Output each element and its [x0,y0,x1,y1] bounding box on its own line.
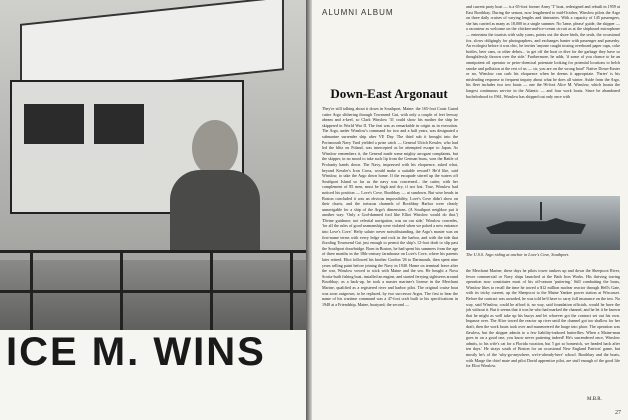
boat-photo [0,0,306,420]
text-page [312,0,628,420]
photo-caption: The U.S.S. Argo riding at anchor in Love's Cove, Southport. [466,252,570,257]
skipper-figure [170,120,260,240]
ship-photo [466,196,620,250]
ship-mast [540,202,542,220]
deck-rail [0,250,306,253]
deck-shadow [0,260,306,330]
page-number: 27 [615,410,621,416]
text-column-2-bottom: the Merchant Marine; these days he pilots tower tankers up and down the Sheepscot River, fewer commercial or Navy ships launched at the Bath Iron Works. His thriving towing operation now constitutes most of his off-season 'puttering.' Still combatting the brass, Winslow likes to recall the time he towed a $12 million nuclear reactor through Hell's Gate, with its tricky current, up the Sheepscot to the Maine Yankee power station at Wiscasset. Before the contract was awarded, he was told he'd have to carry full insurance on the tow. No way, said Winslow, could he afford it; no way, said foundation officials, would he have the job without it. But it seems that it was he who had marked the channel, and he let it be known that he might as well take up his buoys and let whoever got the contract set out his own. Impasse over. The Alice towed the reactor up river until the channel got too shallow for her draft, then the work boats took over and maneuvered the barge into place. The operation was flawless, but the skipper admits to a few liability-induced butterflies. When a Maine-man goes in on a good one, you know never puttering indeed! He's surrendered once, Winslow admits, to his wife's cat for a Florida vacation, but 'I got so homesick, we headed back after ten days.' He strays south of Boston for an occasional New England Patriots' game, but mostly he's of the 'why-go-anywhere, we're-already-here' school. Boothbay and the boats, with Marge the chief mate and pilot David apprentice pilot, are stuff enough of the good life for Eliot Winslow. [466,268,620,369]
text-column-1: They're still talking about it down in Southport, Maine: the 165-foot Coast Guard cutter Argo slithering through Townsend Gut, with only a couple of feet leeway abeam and a-keel, so Clark Winslow '31 could show his mother the ship he skippered in World War II. The feat was as remarkable in origin as in execution. The Argo, under Winslow's command for two and a half years, was designated a submarine surrender ship after VE Day. The third sub it brought into the Portsmouth Navy Yard yielded a prize catch — General Ulrich Kessler, who had led the blitz on Poland, was intercepted as he attempted escape to Japan. As Winslow remembers it, the General made some mighty arrogant complaints, but the skipper, in no mood to take such lip from the German brass, won the Battle of Profanity hands down. The Navy, impressed with his eloquence, asked what, beyond Kessler's Iron Cross, would make a suitable reward? He'd like, said Winslow, to take the Argo down home. If the escapade stirred up the waters off Southport Island so far as the navy was concerned... the cutter, with her complement of 85 men, must be high and dry, if not lost. True, Winslow had noticed his position — Love's Cove, Boothbay — at sundown. But wise heads in Boston concluded it was an obvious impossibility; Love's Cove didn't show on their charts, and the tortuous channels of Boothbay Harbor were clearly unnavigable for a ship of the Argo's dimensions. (A Southport neighbor put it another way: 'Only a God-damned fool like Elliot Winslow would do that.') 'Divine guidance, not celestial navigation, was on our side,' Winslow concedes, 'for all the rules of good seamanship were violated when we poked a new entrance into Love's Cove.' Hefty salute: never notwithstanding, the Argo's master was on first-name terms with every ledge and rock in the harbor, and with the tide that flooding Townsend Gut just enough to permit the ship's 12-foot draft to slip past the Southport drawbridge. Born in Boston, he had spent his summers from the age of three months in the 18th-century farmhouse on Love's Cove, where his parents later retired. Eliot followed his brother Gordon '26 to Dartmouth, then spent nine years selling paint before joining the Navy in 1940. Home on terminal leave after the war, Winslow vowed to stick with Maine and the sea. He bought a Nova Scotia-built fishing boat, installed an engine, and started ferrying sightseers around Boothbay; as a back-up, he took a master mariner's license in the Merchant Marine, qualified as a registered river and harbor pilot. The original cruise boat was soon outgrown, to be replaced, by two successor Argos. The first to bear the name of his wartime command was a 47-foot craft built to his specifications in 1948 at a Friendship, Maine, boatyard; the second — [322,106,458,307]
article-title: Down-East Argonaut [330,86,448,101]
text-column-2-top: and current party boat — is a 65-foot former Army 'T' boat, redesigned and rebuilt in 1959 at East Boothbay. During the season, now lengthened to mid-October, Winslow pilots the Argo on three daily cruises of varying lengths and itineraries. With a capacity of 145 passengers, she has carried as many as 18,000 in a single summer. No 'lame, please' guide, the skipper — a raconteur as welcome on the chicken-and-ice-cream circuit as at the shipboard microphone — entertains the tourists with salty yarns, points out the shore birds, the seals, the occasional fox, slows obligingly for photographers, and exchanges banter with passenger and passerby. An ecologist before it was chic, he invites 'anyone caught tossing overboard paper cups, coke bottles, beer cans, or other debris... to get off the boat or dive for the garbage they have so thoughtlessly thrown over the side.' Furthermore, he adds, 'if some of you chance to be an omnipotent oil operator or petro-chemical potentate looking for potential locations to belch smoke and pollution at the rest of us — sir, you are on the wrong boat!' Native Down-Easter or no, Winslow can curb his eloquence when he deems it appropriate. 'Parter' is his misleading response to frequent inquiry about what he does all winter. Aside from the Argo, his fleet includes two tow boats — one the 96-foot Alice M. Winslow, which boasts the longest continuous service in the Atlantic — and four work boats. Since he abandoned bachelorhood in 1961, Winslow has shipped out only once with [466,4,620,99]
skipper-torso [170,170,260,250]
section-header: ALUMNI ALBUM [322,8,394,17]
cabin-window [22,102,86,146]
hull-lettering: ICE M. WINS [6,330,266,374]
deck-rail [0,290,306,293]
author-signature: M.B.R. [587,397,602,402]
ship-silhouette [486,218,586,234]
skipper-head [192,120,238,176]
cabin-window [92,102,146,146]
